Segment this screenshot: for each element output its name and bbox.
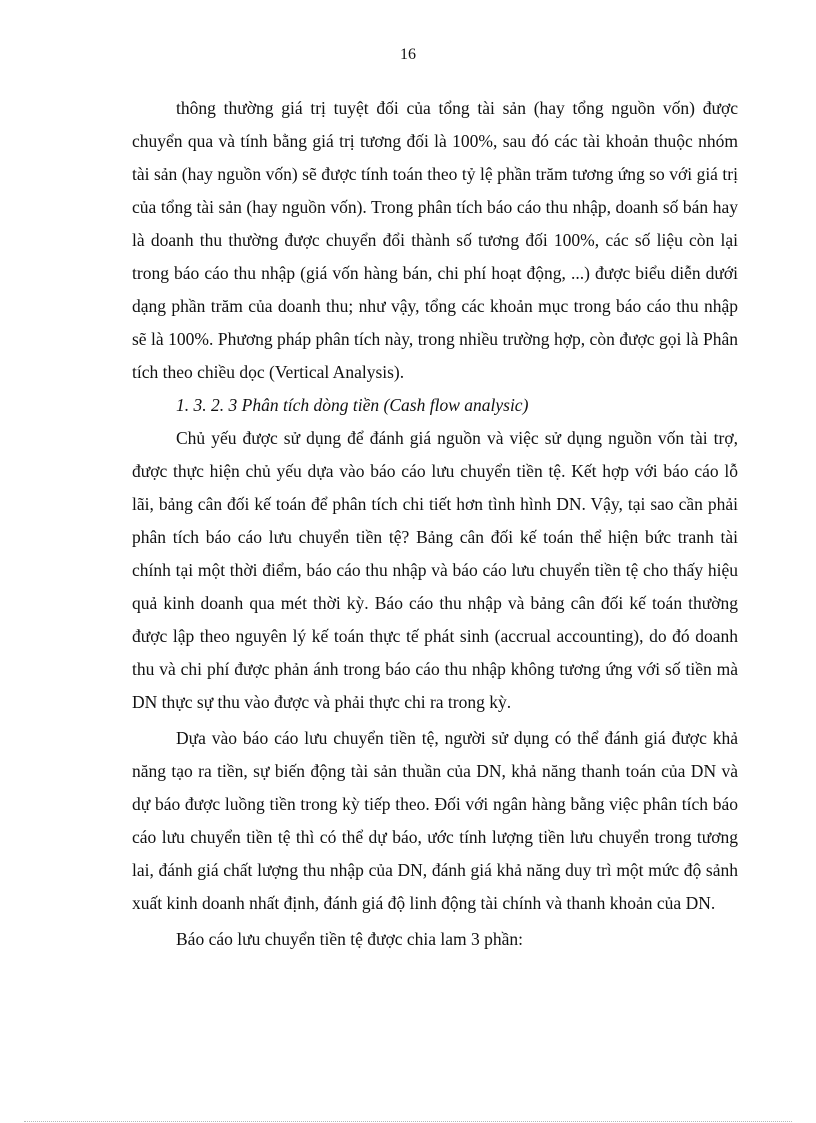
paragraph-cash-flow-purpose: Chủ yếu được sử dụng để đánh giá nguồn và việc sử dụng nguồn vốn tài trợ, được thực hiện chủ yếu dựa vào báo cáo lưu chuyển tiền tệ. Kết hợp với báo cáo lỗ lãi, bảng cân đối kế toán để phân tích chi tiết hơn tình hình DN. Vậy, tại sao cần phải phân tích báo cáo lưu chuyển tiền tệ? Bảng cân đối kế toán thể hiện bức tranh tài chính tại một thời điểm, báo cáo thu nhập và báo cáo lưu chuyển tiền tệ cho thấy hiệu quả kinh doanh qua mét thời kỳ. Báo cáo thu nhập và bảng cân đối kế toán thường được lập theo nguyên lý kế toán thực tế phát sinh (accrual accounting), do đó doanh thu và chi phí được phản ánh trong báo cáo thu nhập không tương ứng với số tiền mà DN thực sự thu vào được và phải thực chi ra trong kỳ. — [132, 428, 738, 712]
paragraph-cash-flow-parts: Báo cáo lưu chuyển tiền tệ được chia lam 3 phần: — [176, 929, 524, 949]
document-body — [132, 92, 738, 956]
section-heading-cash-flow-analysis: 1. 3. 2. 3 Phân tích dòng tiền (Cash flow analysic) — [176, 395, 529, 415]
page-bottom-rule — [24, 1121, 792, 1122]
paragraph-vertical-analysis: thông thường giá trị tuyệt đối của tổng tài sản (hay tổng nguồn vốn) được chuyển qua và tính bằng giá trị tương đối là 100%, sau đó các tài khoản thuộc nhóm tài sản (hay nguồn vốn) sẽ được tính toán theo tỷ lệ phần trăm tương ứng so với giá trị của tổng tài sản (hay nguồn vốn). Trong phân tích báo cáo thu nhập, doanh số bán hay là doanh thu thường được chuyển đổi thành số tương đối 100%, các số liệu còn lại trong báo cáo thu nhập (giá vốn hàng bán, chi phí hoạt động, ...) được biểu diễn dưới dạng phần trăm của doanh thu; như vậy, tổng các khoản mục trong báo cáo thu nhập sẽ là 100%. Phương pháp phân tích này, trong nhiều trường hợp, còn được gọi là Phân tích theo chiều dọc (Vertical Analysis). — [132, 98, 738, 382]
paragraph-cash-flow-uses: Dựa vào báo cáo lưu chuyển tiền tệ, người sử dụng có thể đánh giá được khả năng tạo ra tiền, sự biến động tài sản thuần của DN, khả năng thanh toán của DN và dự báo được luồng tiền trong kỳ tiếp theo. Đối với ngân hàng bằng việc phân tích báo cáo lưu chuyển tiền tệ thì có thể dự báo, ước tính lượng tiền lưu chuyển trong tương lai, đánh giá chất lượng thu nhập của DN, đánh giá khả năng duy trì một mức độ sảnh xuất kinh doanh nhất định, đánh giá độ linh động tài chính và thanh khoản của DN. — [132, 728, 738, 913]
page-number: 16 — [400, 46, 416, 63]
